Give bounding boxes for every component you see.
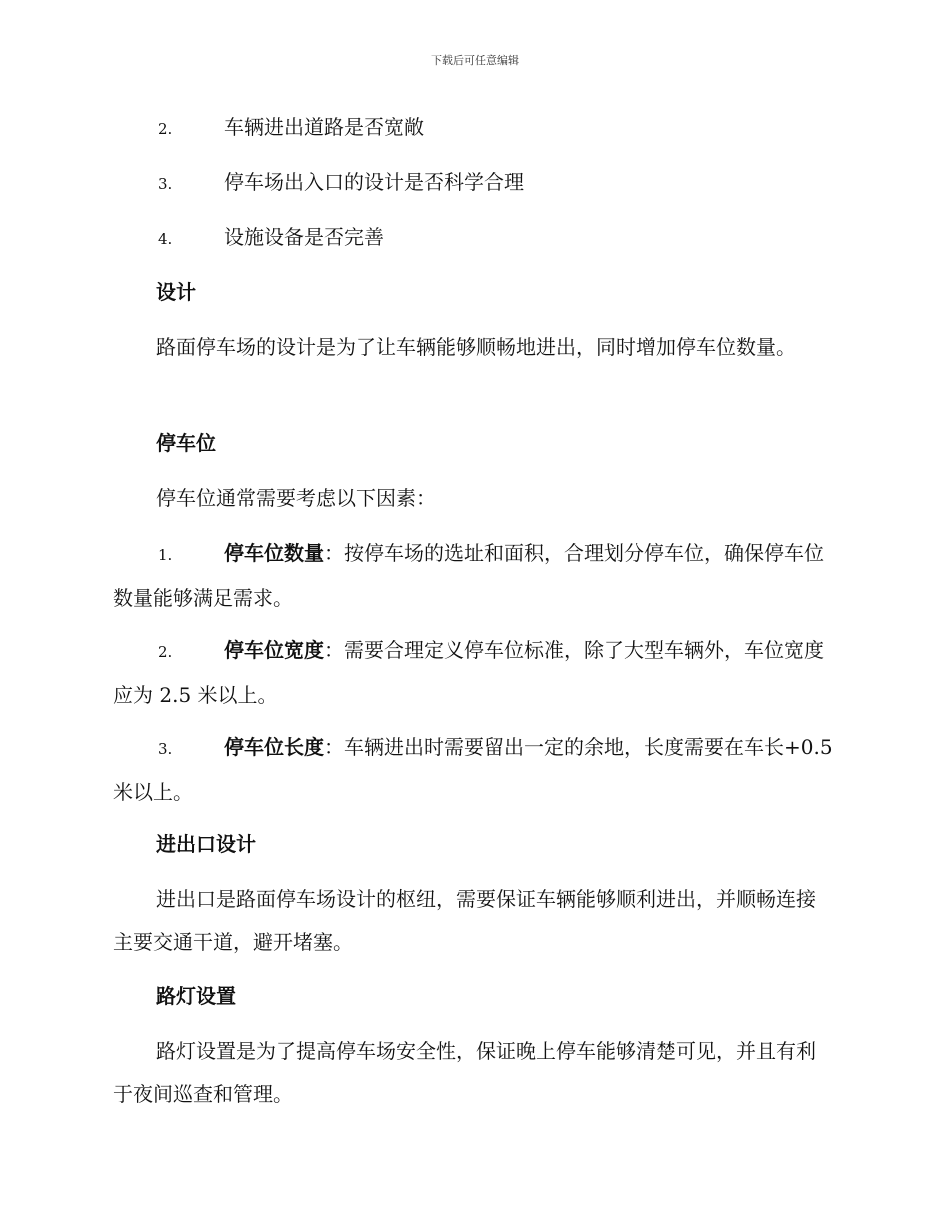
section-heading-parking-space: 停车位 [156,431,216,455]
parking-space-intro: 停车位通常需要考虑以下因素： [156,486,436,510]
entrance-paragraph: 进出口是路面停车场设计的枢纽，需要保证车辆能够顺利进出，并顺畅连接主要交通干道，避开堵塞。 [113,887,816,954]
list-number: 3. [158,740,173,758]
list-number: 1. [158,546,173,564]
section-heading-lighting: 路灯设置 [156,984,236,1008]
page-header: 下载后可任意编辑 [431,54,519,67]
list-number: 3. [158,175,173,193]
parking-factor-item [113,629,833,717]
factor-term: 停车位宽度 [224,638,324,662]
factor-text: ：按停车场的选址和面积，合理划分停车位，确保停车位数量能够满足需求。 [113,541,824,610]
lighting-paragraph: 路灯设置是为了提高停车场安全性，保证晚上停车能够清楚可见，并且有利于夜间巡查和管理。 [113,1039,816,1106]
list-text: 设施设备是否完善 [224,225,384,249]
parking-factor-item [113,532,833,620]
list-text: 停车场出入口的设计是否科学合理 [224,170,524,194]
list-number: 2. [158,643,173,661]
parking-factor-item [113,726,833,814]
factor-term: 停车位长度 [224,735,324,759]
section-heading-design: 设计 [156,280,196,304]
factor-text: ：车辆进出时需要留出一定的余地，长度需要在车长+0.5 米以上。 [113,735,833,804]
list-item [113,216,833,261]
design-paragraph: 路面停车场的设计是为了让车辆能够顺畅地进出，同时增加停车位数量。 [156,335,796,359]
list-text: 车辆进出道路是否宽敞 [224,115,424,139]
list-item [113,106,833,151]
section-heading-entrance: 进出口设计 [156,832,256,856]
list-number: 4. [158,230,173,248]
factor-term: 停车位数量 [224,541,324,565]
factor-text: ：需要合理定义停车位标准，除了大型车辆外，车位宽度应为 2.5 米以上。 [113,638,824,707]
list-number: 2. [158,120,173,138]
list-item [113,161,833,206]
